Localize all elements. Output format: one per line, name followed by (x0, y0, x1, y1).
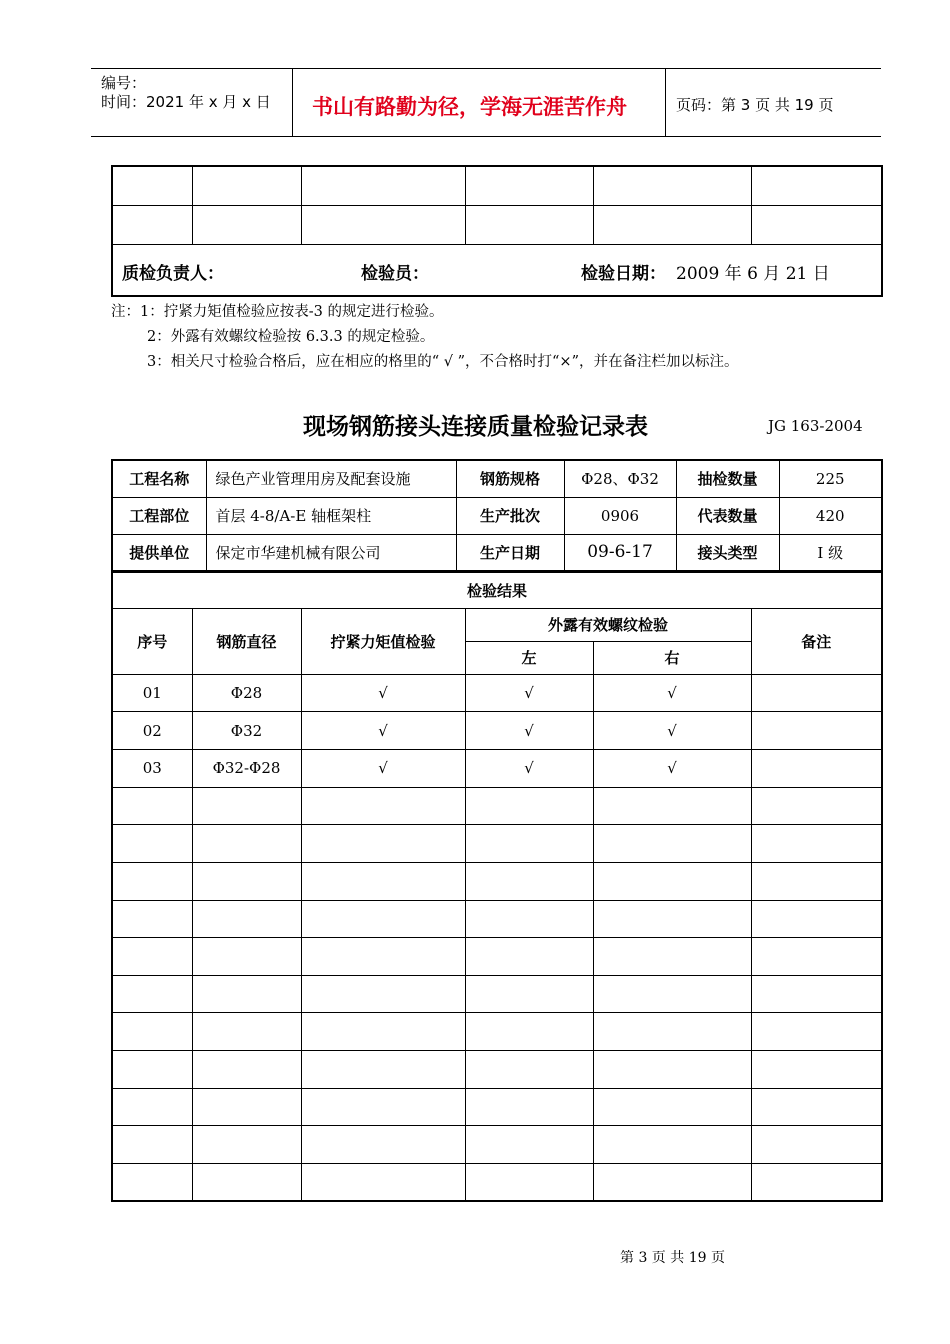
empty-cell (192, 825, 301, 863)
empty-cell (112, 900, 192, 938)
page-footer: 第 3 页 共 19 页 (620, 1250, 725, 1266)
result-title: 检验结果 (112, 572, 882, 608)
empty-cell (301, 166, 465, 205)
empty-cell (112, 1126, 192, 1164)
empty-cell (192, 1088, 301, 1126)
empty-cell (751, 166, 882, 205)
empty-cell (301, 1051, 465, 1089)
empty-row (112, 1088, 882, 1126)
empty-cell (751, 1126, 882, 1164)
doc-number-label: 编号： (101, 74, 147, 92)
empty-cell (751, 825, 882, 863)
previous-table (111, 165, 883, 297)
col-seq: 序号 (112, 608, 192, 674)
empty-row (112, 938, 882, 976)
empty-cell (192, 900, 301, 938)
empty-cell (301, 825, 465, 863)
rebar-spec-value: Φ28、Φ32 (564, 460, 676, 497)
joint-type-label: 接头类型 (676, 534, 779, 571)
empty-cell (593, 863, 751, 901)
project-name-label: 工程名称 (112, 460, 206, 497)
empty-cell (192, 787, 301, 825)
empty-cell (593, 938, 751, 976)
empty-row (112, 900, 882, 938)
batch-label: 生产批次 (456, 497, 564, 534)
cell-right: √ (593, 674, 751, 712)
empty-cell (751, 938, 882, 976)
cell-torque: √ (301, 750, 465, 788)
empty-cell (465, 205, 593, 244)
table-row (112, 674, 882, 712)
location-value: 首层 4-8/A-E 轴框架柱 (206, 497, 456, 534)
empty-cell (751, 205, 882, 244)
inspection-date-value: 2009 年 6 月 21 日 (676, 263, 830, 284)
empty-cell (192, 1163, 301, 1201)
cell-diameter: Φ32-Φ28 (192, 750, 301, 788)
empty-cell (465, 787, 593, 825)
empty-cell (593, 825, 751, 863)
empty-cell (112, 166, 192, 205)
col-diameter: 钢筋直径 (192, 608, 301, 674)
cell-seq: 03 (112, 750, 192, 788)
empty-cell (465, 1088, 593, 1126)
empty-cell (593, 975, 751, 1013)
empty-cell (465, 938, 593, 976)
empty-cell (465, 1163, 593, 1201)
empty-cell (112, 1163, 192, 1201)
empty-row (112, 975, 882, 1013)
supplier-label: 提供单位 (112, 534, 206, 571)
time-label: 时间：2021 年 x 月 x 日 (101, 93, 271, 111)
empty-cell (751, 787, 882, 825)
header-bottom-rule (91, 136, 881, 137)
empty-row (112, 166, 882, 205)
cell-left: √ (465, 712, 593, 750)
empty-cell (192, 205, 301, 244)
sample-qty-label: 抽检数量 (676, 460, 779, 497)
empty-row (112, 205, 882, 244)
project-info-table (111, 459, 883, 572)
note-3: 3：相关尺寸检验合格后，应在相应的格里的“ √ ”，不合格时打“×”，并在备注栏加以标注。 (147, 354, 739, 370)
empty-cell (751, 1051, 882, 1089)
empty-cell (465, 863, 593, 901)
table-row (112, 712, 882, 750)
empty-cell (465, 166, 593, 205)
header-motto: 书山有路勤为径，学海无涯苦作舟 (312, 95, 627, 119)
empty-cell (301, 787, 465, 825)
cell-seq: 02 (112, 712, 192, 750)
empty-cell (301, 205, 465, 244)
empty-cell (593, 1163, 751, 1201)
empty-cell (301, 900, 465, 938)
empty-cell (751, 1163, 882, 1201)
standard-code: JG 163-2004 (768, 417, 863, 435)
col-thread-left: 左 (465, 641, 593, 674)
empty-cell (112, 825, 192, 863)
rep-qty-label: 代表数量 (676, 497, 779, 534)
cell-diameter: Φ28 (192, 674, 301, 712)
empty-cell (112, 1013, 192, 1051)
cell-diameter: Φ32 (192, 712, 301, 750)
supplier-value: 保定市华建机械有限公司 (206, 534, 456, 571)
signature-row (112, 244, 882, 296)
col-remark: 备注 (751, 608, 882, 674)
header-divider-1 (292, 69, 293, 136)
header-top-rule (91, 68, 881, 69)
empty-cell (112, 1051, 192, 1089)
empty-row (112, 787, 882, 825)
empty-cell (465, 900, 593, 938)
empty-cell (192, 975, 301, 1013)
empty-cell (465, 975, 593, 1013)
empty-cell (112, 863, 192, 901)
cell-remark (751, 674, 882, 712)
empty-cell (465, 1013, 593, 1051)
empty-row (112, 1163, 882, 1201)
cell-left: √ (465, 750, 593, 788)
empty-cell (112, 1088, 192, 1126)
inspector-label: 检验员： (361, 263, 429, 284)
empty-cell (112, 938, 192, 976)
col-thread-right: 右 (593, 641, 751, 674)
empty-cell (751, 975, 882, 1013)
empty-cell (192, 166, 301, 205)
empty-cell (192, 1051, 301, 1089)
note-1: 注：1：拧紧力矩值检验应按表-3 的规定进行检验。 (111, 304, 444, 320)
empty-cell (192, 1013, 301, 1051)
quality-lead-label: 质检负责人： (122, 263, 224, 284)
empty-row (112, 1126, 882, 1164)
cell-torque: √ (301, 674, 465, 712)
empty-cell (465, 1051, 593, 1089)
page-info: 页码：第 3 页 共 19 页 (676, 96, 834, 114)
empty-cell (301, 975, 465, 1013)
header-divider-2 (665, 69, 666, 136)
empty-cell (593, 1051, 751, 1089)
empty-cell (112, 205, 192, 244)
project-name-value: 绿色产业管理用房及配套设施 (206, 460, 456, 497)
empty-row (112, 825, 882, 863)
empty-cell (751, 1088, 882, 1126)
empty-cell (112, 975, 192, 1013)
col-thread: 外露有效螺纹检验 (465, 608, 751, 641)
empty-cell (751, 863, 882, 901)
empty-cell (301, 1126, 465, 1164)
empty-cell (593, 900, 751, 938)
empty-cell (751, 900, 882, 938)
empty-cell (301, 1013, 465, 1051)
empty-cell (465, 825, 593, 863)
cell-torque: √ (301, 712, 465, 750)
cell-left: √ (465, 674, 593, 712)
empty-cell (192, 1126, 301, 1164)
sample-qty-value: 225 (779, 460, 882, 497)
results-body (112, 674, 882, 1201)
previous-table-empty-rows (112, 166, 882, 244)
empty-cell (112, 787, 192, 825)
empty-cell (301, 938, 465, 976)
location-label: 工程部位 (112, 497, 206, 534)
col-torque: 拧紧力矩值检验 (301, 608, 465, 674)
empty-cell (751, 1013, 882, 1051)
empty-row (112, 1013, 882, 1051)
rebar-spec-label: 钢筋规格 (456, 460, 564, 497)
cell-remark (751, 750, 882, 788)
prod-date-value: 09-6-17 (564, 534, 676, 571)
empty-cell (593, 205, 751, 244)
joint-type-value: Ⅰ 级 (779, 534, 882, 571)
note-2: 2：外露有效螺纹检验按 6.3.3 的规定检验。 (147, 329, 435, 345)
cell-remark (751, 712, 882, 750)
prod-date-label: 生产日期 (456, 534, 564, 571)
empty-cell (593, 1013, 751, 1051)
empty-cell (593, 1088, 751, 1126)
form-title: 现场钢筋接头连接质量检验记录表 (303, 414, 648, 440)
cell-right: √ (593, 712, 751, 750)
empty-cell (593, 1126, 751, 1164)
empty-cell (593, 166, 751, 205)
empty-row (112, 1051, 882, 1089)
batch-value: 0906 (564, 497, 676, 534)
cell-right: √ (593, 750, 751, 788)
empty-cell (593, 787, 751, 825)
cell-seq: 01 (112, 674, 192, 712)
empty-cell (301, 1088, 465, 1126)
empty-cell (301, 863, 465, 901)
empty-row (112, 863, 882, 901)
empty-cell (301, 1163, 465, 1201)
empty-cell (192, 863, 301, 901)
inspection-date-label: 检验日期： (581, 263, 666, 284)
inspection-results-table (111, 571, 883, 1202)
empty-cell (192, 938, 301, 976)
rep-qty-value: 420 (779, 497, 882, 534)
table-row (112, 750, 882, 788)
empty-cell (465, 1126, 593, 1164)
